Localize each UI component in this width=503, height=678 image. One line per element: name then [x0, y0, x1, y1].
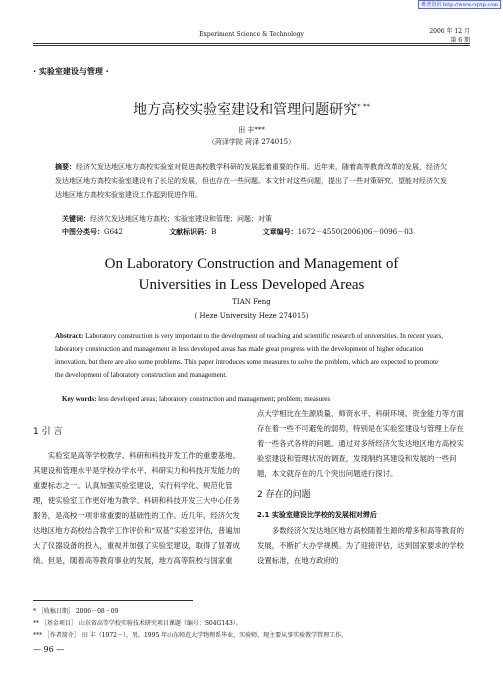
section-label: · 实验室建设与管理 · [33, 67, 109, 76]
abstract-en [55, 330, 447, 382]
article-value: 1672－4550(2006)06－0096－03 [297, 228, 414, 236]
watermark: 维普资讯 http://www.cqvip.com [418, 0, 501, 9]
right-column [257, 406, 470, 568]
affiliation-en: ( Heze University Heze 274015) [194, 312, 309, 320]
title-en-line-1: On Laboratory Construction and Management of [104, 256, 399, 272]
keywords-cn-text: 经济欠发达地区地方高校；实验室建设和管理；问题；对策 [90, 215, 272, 223]
affiliation-cn: （菏泽学院 菏泽 274015） [207, 138, 296, 146]
keywords-en-text: less developed areas; laboratory construction and management; problem; measures [98, 395, 331, 403]
header-rule-2 [33, 45, 470, 46]
doc-value: B [211, 228, 217, 236]
keywords-cn [62, 214, 272, 224]
class-label: 中图分类号： [62, 228, 104, 236]
journal-header: Experiment Science & Technology [199, 31, 304, 38]
footnote-fund: ** ［基金项目］ 山东省高等学校实验技术研究项目课题（编号：S04G143）。 [33, 620, 242, 627]
header-issue: 第 6 期 [450, 37, 470, 44]
abstract-cn-text: 经济欠发达地区地方高校实验室对促进高校教学科研的发展起着重要的作用。近年来，随着高等教育改革的发展，经济欠发达地区地方高校实验室建设有了长足的发展，但也存在一些问题。本文针对这些问题，提出了一些对策研究，望能对经济欠发达地区地方高校实验室建设工作起到促进作用。 [55, 163, 447, 199]
class-value: G642 [104, 228, 123, 236]
article-label: 文章编号： [262, 228, 298, 236]
abstract-cn-label: 摘要： [55, 163, 76, 171]
section-2-heading: 2 存在的问题 [257, 490, 311, 500]
title-cn-footnote-mark: * ** [357, 102, 370, 111]
abstract-en-text: Laboratory construction is very important to the development of teaching and scientific research of universities. In recent years, laboratory construction and management in less developed areas has made great progress with the development of higher education innovation, but there are also some problems. This paper introduces some measures to solve the problem, which are expected to promote the development of laboratory construction and management. [55, 332, 443, 379]
title-en-line-2: Universities in Less Developed Areas [138, 277, 365, 293]
abstract-en-label: Abstract: [55, 332, 84, 340]
section-2-1-paragraph: 多数经济欠发达地区地方高校随着生源的增多和高等教育的发展，不断扩大办学规模。为了迎接评估，达到国家要求的学校设置标准，在地方政府的 [257, 526, 464, 565]
footnote-rule [33, 600, 193, 601]
header-date: 2006 年 12 月 [429, 28, 470, 35]
header-rule [33, 43, 470, 44]
author-en: TIAN Feng [232, 298, 271, 306]
page-number: — 96 — [33, 645, 65, 654]
keywords-cn-label: 关键词： [62, 215, 90, 223]
title-cn-text: 地方高校实验室建设和管理问题研究 [133, 102, 358, 118]
section-1-paragraph: 实验室是高等学校教学、科研和科技开发工作的重要基地。其建设和管理水平是学校办学水平、科研实力和科技开发能力的重要标志之一。认真加强实验室建设，实行科学化、规范化管理，使实验室工作更好地为教学、科研和科技开发三大中心任务服务，是高校一项非常重要的基础性的工作。近几年，经济欠发达地区地方高校结合教学工作评价和“双基”实验室评估，普遍加大了仪器设备的投入，重视并加强了实验室建设，取得了显著成绩。但是，随着高等教育事业的发展，地方高等院校与国家重 [33, 451, 241, 565]
title-cn [0, 99, 503, 119]
classification-row [62, 227, 457, 237]
keywords-en-label: Key words: [62, 395, 97, 403]
doc-label: 文献标识码： [169, 228, 212, 236]
footnote-author: *** ［作者简介］ 田 丰（1972－），男，1995 年山东师范大学物理系毕业，实验师，现主要从事实验教学管理工作。 [33, 632, 348, 639]
abstract-cn [55, 160, 447, 202]
title-en [0, 254, 503, 296]
right-paragraph-1: 点大学相比在生源质量、师资水平、科研环境、资金能力等方面存在着一些不可避免的弱势，特别是在实验室建设与管理上存在着一些各式各样的问题。通过对多所经济欠发达地区地方高校实验室建设和管理状况的调查，发现制约其建设和发展的一些问题，本文就存在的几个突出问题进行探讨。 [257, 409, 464, 478]
section-2-1-heading: 2.1 实验室建设比学校的发展相对滞后 [257, 511, 377, 519]
footnote-received: * ［收稿日期］ 2006－08－09 [33, 608, 119, 615]
author-cn: 田 丰*** [238, 126, 265, 134]
keywords-en [62, 395, 447, 403]
left-column [33, 425, 245, 568]
section-1-heading: 1 引 言 [33, 427, 63, 437]
